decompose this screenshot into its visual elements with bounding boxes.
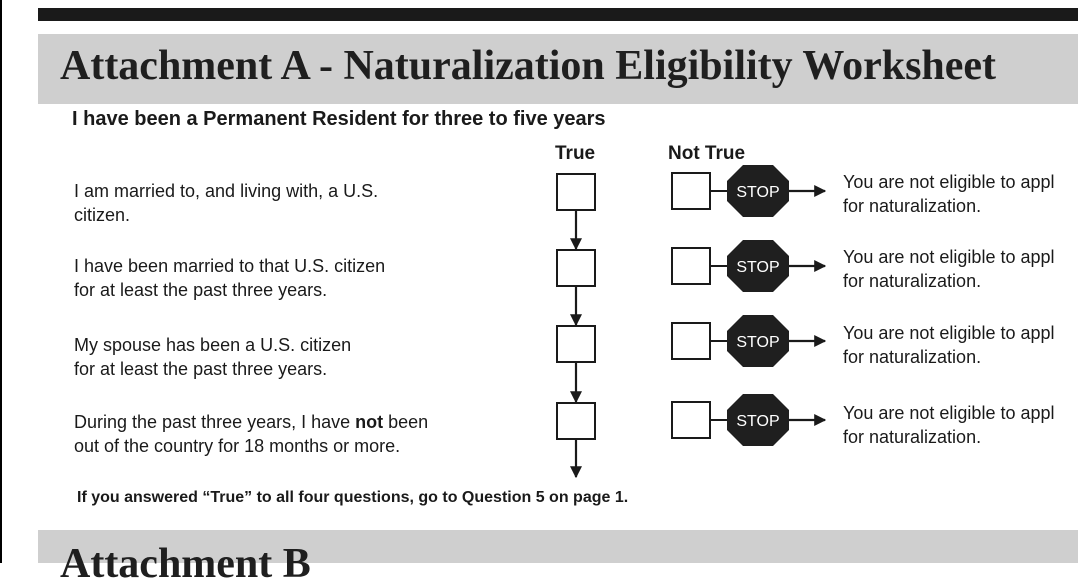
question-2-line-1: I have been married to that U.S. citizen [74,256,386,276]
question-4-text-a: During the past three years, I have [74,412,356,432]
not-eligible-line-1: You are not eligible to appl [843,172,1055,192]
page-title: Attachment A - Naturalization Eligibility Worksheet [60,43,997,89]
section-subtitle: I have been a Permanent Resident for three to five years [72,108,606,130]
next-section-band [38,530,1078,587]
question-4-line-2: out of the country for 18 months or more. [74,436,401,456]
true-checkbox-4[interactable] [557,403,595,439]
not-true-column-header: Not True [668,143,746,164]
not-eligible-line-1: You are not eligible to appl [843,403,1055,423]
question-1-line-2: citizen. [74,205,131,225]
not-eligible-line-2: for naturalization. [843,427,982,447]
not-eligible-message-4 [843,401,1055,449]
question-1-line-1: I am married to, and living with, a U.S. [74,181,379,201]
not-eligible-message-3 [843,321,1055,369]
not-eligible-line-2: for naturalization. [843,347,982,367]
not-eligible-line-2: for naturalization. [843,271,982,291]
question-4-emphasis: not [355,412,384,432]
true-column-header: True [555,143,596,164]
not-eligible-line-1: You are not eligible to appl [843,247,1055,267]
stop-label: STOP [736,184,780,201]
instruction-footer: If you answered “True” to all four questions, go to Question 5 on page 1. [77,489,629,506]
stop-label: STOP [736,413,780,430]
question-3-line-1: My spouse has been a U.S. citizen [74,335,352,355]
next-section-title: Attachment B [60,541,311,587]
stop-label: STOP [736,259,780,276]
not-true-checkbox-2[interactable] [672,248,710,284]
true-checkbox-1[interactable] [557,174,595,210]
not-true-checkbox-4[interactable] [672,402,710,438]
true-checkbox-3[interactable] [557,326,595,362]
stop-label: STOP [736,334,780,351]
question-4-text-b: been [383,412,429,432]
not-true-checkbox-1[interactable] [672,173,710,209]
true-checkbox-2[interactable] [557,250,595,286]
not-eligible-line-2: for naturalization. [843,196,982,216]
question-3-line-2: for at least the past three years. [74,359,328,379]
not-eligible-message-2 [843,245,1055,293]
not-eligible-line-1: You are not eligible to appl [843,323,1055,343]
question-2-line-2: for at least the past three years. [74,280,328,300]
not-true-checkbox-3[interactable] [672,323,710,359]
not-eligible-message-1 [843,170,1055,218]
